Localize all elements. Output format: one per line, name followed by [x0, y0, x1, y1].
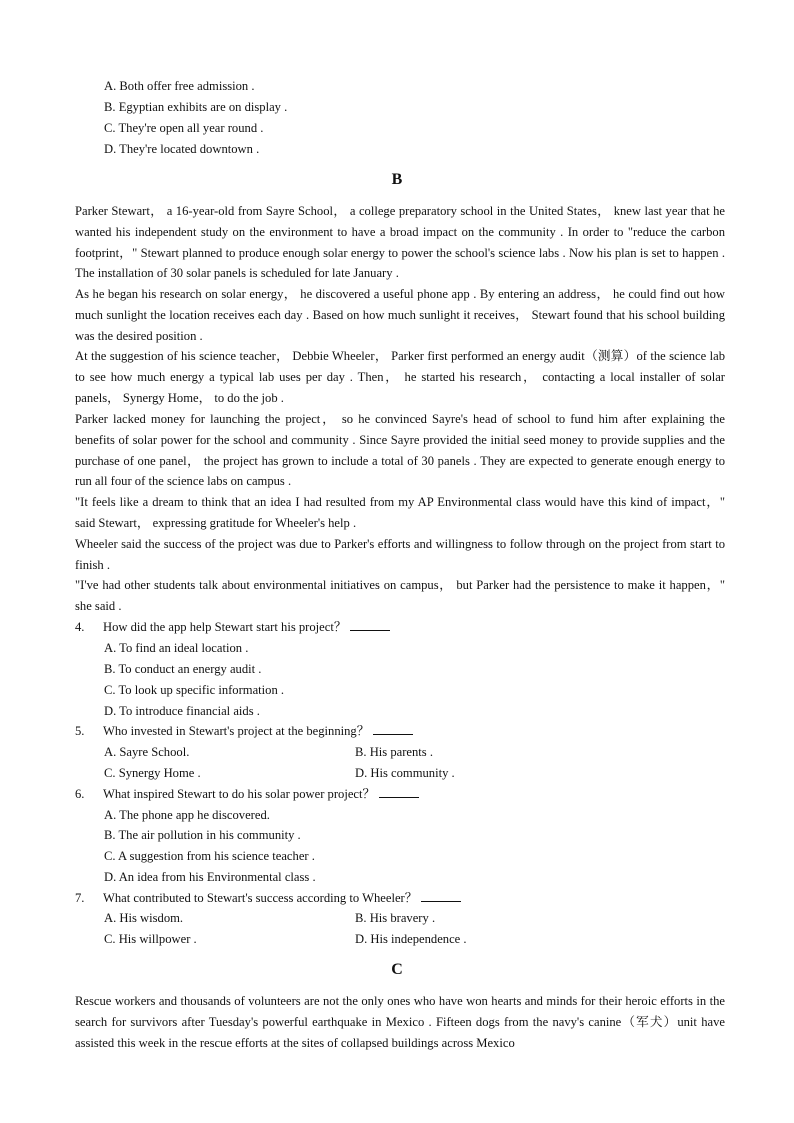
question-6 — [75, 784, 419, 805]
q4-option-c[interactable]: C. To look up specific information . — [104, 683, 285, 697]
q4-option-d[interactable]: D. To introduce financial aids . — [104, 704, 260, 718]
question-number: 5. — [75, 724, 85, 738]
passage-b-paragraph-5: "It feels like a dream to think that an idea I had resulted from my AP Environmental class would have this kind of impact，" said Stewart， expressing gratitude for Wheeler's help . — [75, 495, 725, 530]
question-7 — [75, 888, 461, 909]
passage-b-paragraph-7: "I've had other students talk about environmental initiatives on campus， but Parker had the persistence to make it happen，" she said . — [75, 578, 725, 613]
question-5 — [75, 721, 413, 742]
answer-blank[interactable] — [379, 785, 419, 798]
passage-b-paragraph-3: At the suggestion of his science teacher， Debbie Wheeler， Parker first performed an energy audit（测算）of the science lab to see how much energy a typical lab uses per day . Then， he started his research， contacting a local installer of solar panels， Synergy Home， to do the job . — [75, 349, 725, 405]
answer-blank[interactable] — [373, 722, 413, 735]
q3-option-b: B. Egyptian exhibits are on display . — [104, 100, 288, 114]
passage-b-paragraph-4: Parker lacked money for launching the project， so he convinced Sayre's head of school to fund him after explaining the benefits of solar power for the school and community . Since Sayre provided the initial seed money to provide supplies and the purchase of one panel， the project has grown to include a total of 30 panels . They are expected to generate enough energy to run all four of the science labs on campus . — [75, 412, 725, 489]
q4-option-a[interactable]: A. To find an ideal location . — [104, 641, 249, 655]
q6-option-b[interactable]: B. The air pollution in his community . — [104, 828, 301, 842]
passage-b-paragraph-1: Parker Stewart， a 16-year-old from Sayre School， a college preparatory school in the United States， knew last year that he wanted his independent study on the environment to have a broad impact on the community . In order to "reduce the carbon footprint，" Stewart planned to produce enough solar energy to power the school's science labs . Now his plan is set to happen . The installation of 30 solar panels is scheduled for late January . — [75, 204, 725, 281]
q7-option-c[interactable]: C. His willpower . — [104, 932, 197, 946]
passage-b-paragraph-2: As he began his research on solar energy， he discovered a useful phone app . By entering an address， he could find out how much sunlight the location receives each day . Based on how much sunlight it receives， Stewart found that his school building was the desired position . — [75, 287, 725, 343]
q5-option-c[interactable]: C. Synergy Home . — [104, 766, 201, 780]
answer-blank[interactable] — [421, 889, 461, 902]
q3-option-a: A. Both offer free admission . — [104, 79, 255, 93]
q6-option-a[interactable]: A. The phone app he discovered. — [104, 808, 270, 822]
q5-option-d[interactable]: D. His community . — [355, 766, 455, 780]
question-text: Who invested in Stewart's project at the beginning？ — [103, 724, 370, 738]
q5-option-b[interactable]: B. His parents . — [355, 745, 434, 759]
q6-option-c[interactable]: C. A suggestion from his science teacher . — [104, 849, 315, 863]
q4-option-b[interactable]: B. To conduct an energy audit . — [104, 662, 262, 676]
passage-b-paragraph-6: Wheeler said the success of the project was due to Parker's efforts and willingness to follow through on the project from start to finish . — [75, 537, 725, 572]
question-text: How did the app help Stewart start his project？ — [103, 620, 347, 634]
q6-option-d[interactable]: D. An idea from his Environmental class . — [104, 870, 316, 884]
passage-c-paragraph-1: Rescue workers and thousands of volunteers are not the only ones who have won hearts and minds for their heroic efforts in the search for survivors after Tuesday's powerful earthquake in Mexico . Fifteen dogs from the navy's canine（军犬）unit have assisted this week in the rescue efforts at the sites of collapsed buildings across Mexico — [75, 994, 725, 1050]
answer-blank[interactable] — [350, 618, 390, 631]
q3-option-c: C. They're open all year round . — [104, 121, 264, 135]
question-number: 7. — [75, 891, 85, 905]
question-number: 4. — [75, 620, 85, 634]
q7-option-d[interactable]: D. His independence . — [355, 932, 467, 946]
q7-option-b[interactable]: B. His bravery . — [355, 911, 436, 925]
q7-option-a[interactable]: A. His wisdom. — [104, 911, 184, 925]
question-text: What contributed to Stewart's success according to Wheeler？ — [103, 891, 418, 905]
section-b-heading: B — [391, 171, 403, 188]
q5-option-a[interactable]: A. Sayre School. — [104, 745, 190, 759]
question-number: 6. — [75, 787, 85, 801]
q3-option-d: D. They're located downtown . — [104, 142, 260, 156]
question-4 — [75, 617, 390, 638]
section-c-heading: C — [391, 961, 403, 978]
question-text: What inspired Stewart to do his solar power project？ — [103, 787, 376, 801]
